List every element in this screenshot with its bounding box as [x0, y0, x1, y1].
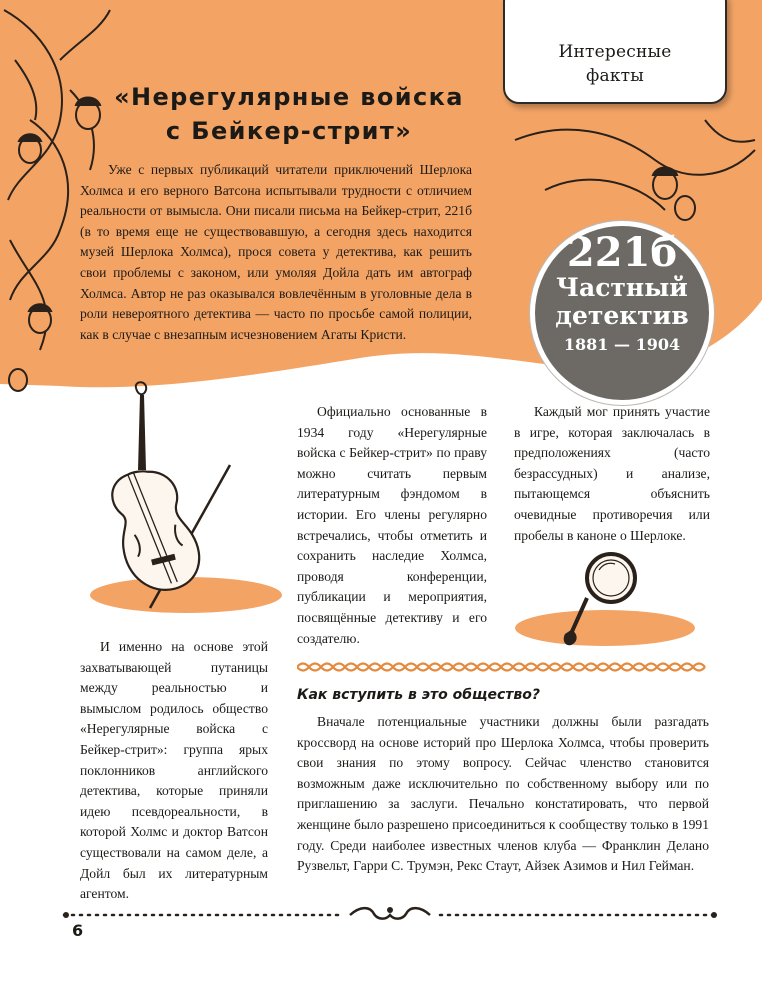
society-founding-paragraph: Официально основанные в 1934 году «Нерегулярные войска с Бейкер-стрит» по праву можно считать первым литературным фэндомом в истории. Его члены регулярно встречались, чтобы отметить и сохранить наследие Холмса, проводя конференции, публикации и мероприятия, посвящённые детективу и его создателю. [297, 404, 487, 646]
article-title-line-2: с Бейкер-стрит» [165, 117, 413, 145]
section-tab [503, 0, 727, 104]
badge-number: 221б [566, 229, 678, 276]
join-society-paragraph: Вначале потенциальные участники должны были разгадать кроссворд на основе историй про Шерлока Холмса, чтобы проверить свои знания по этому вопросу. Сейчас членство становится возможным даже исключительно по собственному выбору или по приглашению за заслуги. Печально констатировать, что первой женщине было разрешено присоединиться к сообществу только в 1991 году. Среди наиболее известных членов клуба — Франклин Делано Рузвельт, Гарри С. Трумэн, Рекс Стаут, Айзек Азимов и Нил Гейман. [297, 714, 709, 874]
intro-paragraph: Уже с первых публикаций читатели приключений Шерлока Холмса и его верного Ватсона испытывали трудности с отличием реальности от вымысла. Они писали письма на Бейкер-стрит, 221б (в то время еще не существовавшую, а сегодня здесь находится музей Шерлока Холмса), прося совета у детектива, как решить свои проблемы с законом, или умоляя Дойла дать им автограф Холмса. Автор не раз оказывался вовлечённым в уголовные дела в роли невероятного детектива — часто по просьбе самой полиции, как в случае с внезапным исчезновением Агаты Кристи. [80, 162, 472, 342]
society-origin-paragraph: И именно на основе этой захватывающей путаницы между реальностью и вымыслом родилось общество «Нерегулярные войска с Бейкер-стрит»: группа ярых поклонников английского детектива, которые приняли идею псевдореальности, в которой Холмс и доктор Ватсон существовали на самом деле, а Дойл был их литературным агентом. [80, 639, 268, 902]
magnifying-glass-icon [505, 548, 715, 660]
acorn-ornament-right-icon [505, 110, 762, 240]
address-badge [530, 221, 714, 405]
footer-dotted-rule [60, 902, 720, 928]
badge-title-line-2: детектив [555, 301, 689, 330]
badge-years: 1881 — 1904 [563, 335, 681, 354]
ornamental-divider [297, 660, 710, 674]
section-tab-line-2: факты [585, 66, 644, 86]
badge-title-line-1: Частный [556, 273, 688, 302]
article-title [60, 80, 518, 148]
page-number: 6 [72, 921, 84, 940]
join-society-heading: Как вступить в это общество? [297, 687, 541, 703]
section-tab-line-1: Интересные [558, 42, 672, 62]
section-tab-label [558, 40, 671, 88]
article-title-line-1: «Нерегулярные войска [114, 83, 464, 111]
game-description-paragraph: Каждый мог принять участие в игре, которая заключалась в предположениях (часто безрассудных) и анализе, пытающемся объяснить очевидные противоречия или пробелы в каноне о Шерлоке. [514, 404, 710, 543]
violin-icon [82, 380, 282, 622]
